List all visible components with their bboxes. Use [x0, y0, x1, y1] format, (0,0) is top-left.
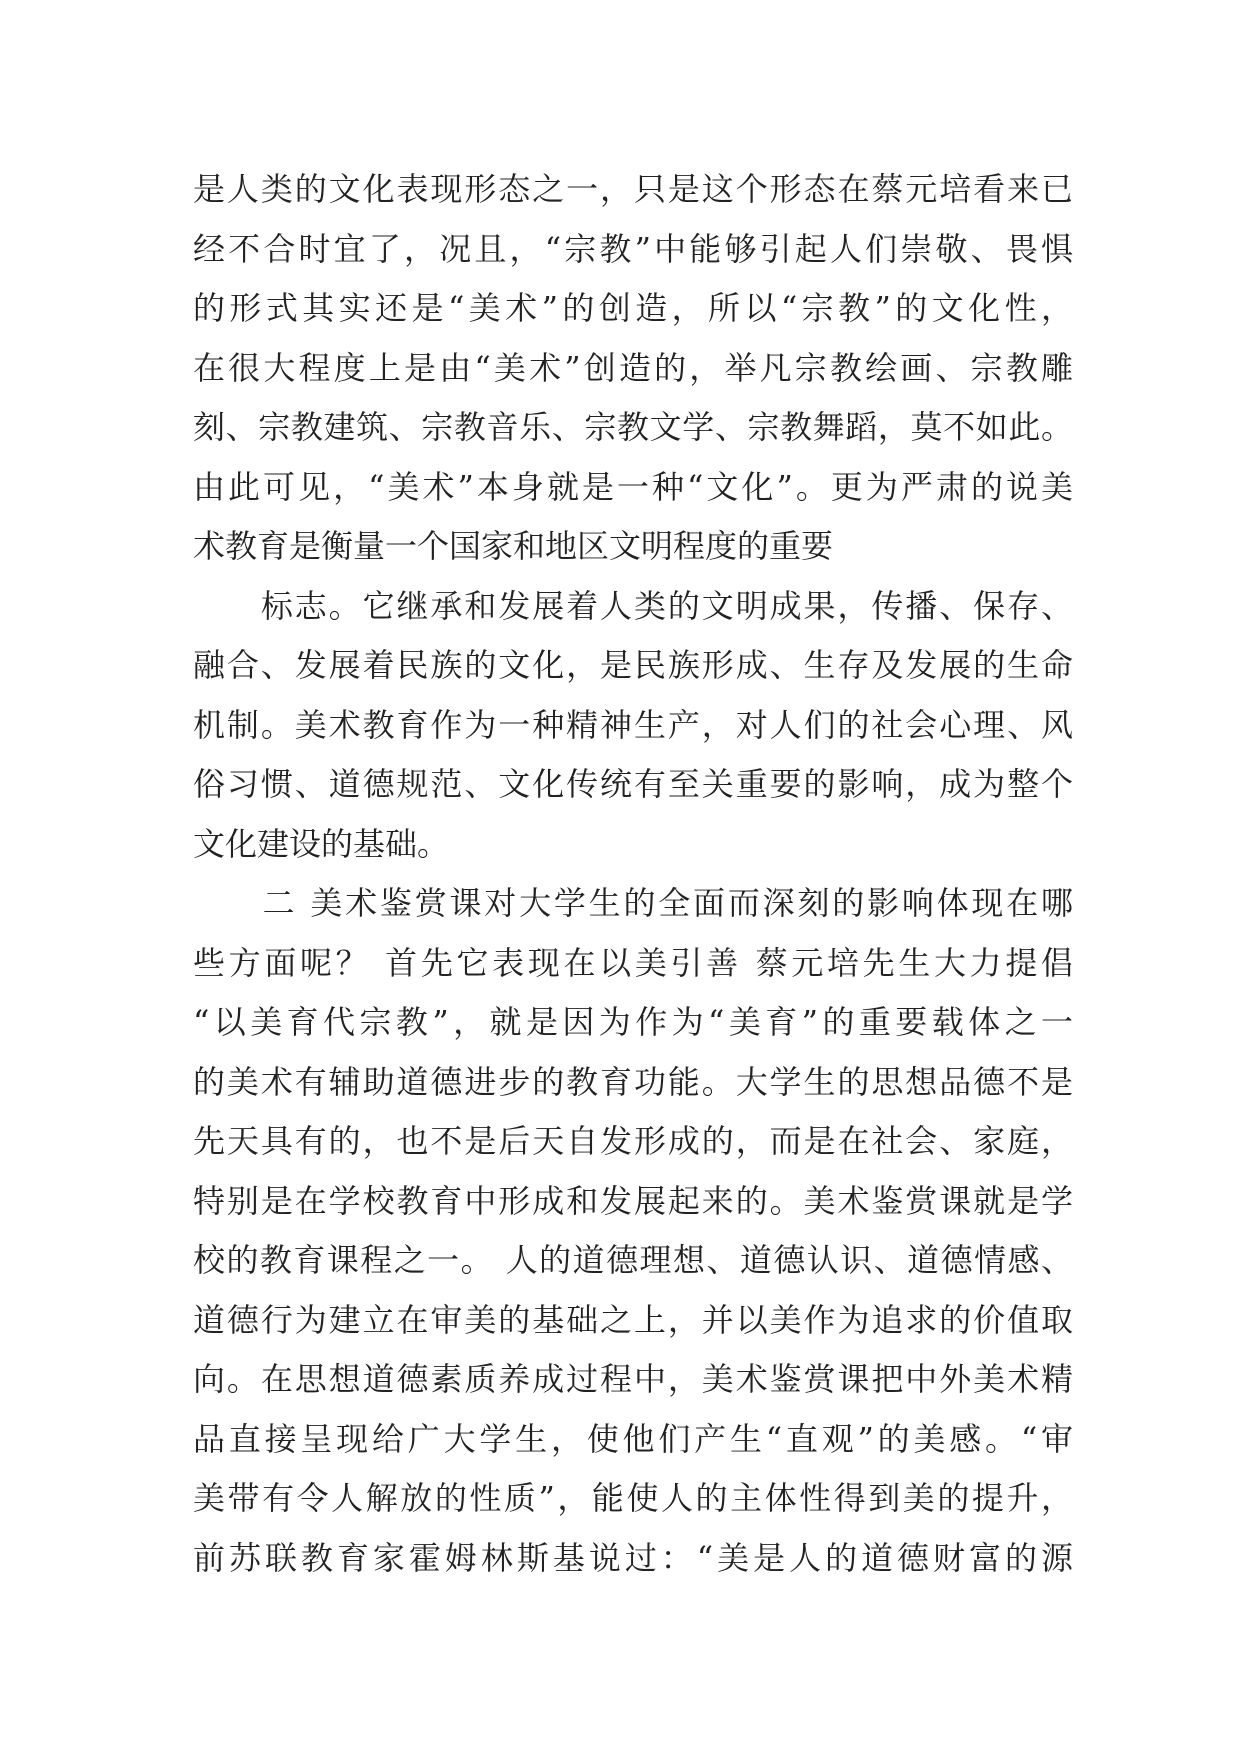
text-line: 特别是在学校教育中形成和发展起来的。美术鉴赏课就是学: [193, 1181, 1073, 1220]
text-line: 前苏联教育家霍姆林斯基说过：“美是人的道德财富的源: [193, 1538, 1073, 1577]
text-line: 的美术有辅助道德进步的教育功能。大学生的思想品德不是: [193, 1062, 1073, 1101]
text-line: 些方面呢？ 首先它表现在以美引善 蔡元培先生大力提倡: [193, 943, 1073, 982]
text-line: 是人类的文化表现形态之一，只是这个形态在蔡元培看来已: [193, 170, 1073, 208]
text-line: 经不合时宜了，况且，“宗教”中能够引起人们崇敬、畏惧: [193, 229, 1073, 268]
text-line: 校的教育课程之一。 人的道德理想、道德认识、道德情感、: [193, 1241, 1073, 1279]
text-line: 俗习惯、道德规范、文化传统有至关重要的影响，成为整个: [193, 765, 1073, 803]
text-line: 的形式其实还是“美术”的创造，所以“宗教”的文化性，: [193, 289, 1073, 327]
text-line: 向。在思想道德素质养成过程中，美术鉴赏课把中外美术精: [193, 1360, 1073, 1398]
text-line: 机制。美术教育作为一种精神生产，对人们的社会心理、风: [193, 705, 1073, 744]
text-line: 先天具有的，也不是后天自发形成的，而是在社会、家庭，: [193, 1122, 1073, 1160]
text-line: 二 美术鉴赏课对大学生的全面而深刻的影响体现在哪: [193, 884, 1073, 922]
text-line: 在很大程度上是由“美术”创造的，举凡宗教绘画、宗教雕: [193, 348, 1073, 387]
text-line: “以美育代宗教”，就是因为作为“美育”的重要载体之一: [193, 1003, 1073, 1041]
text-line: 道德行为建立在审美的基础之上，并以美作为追求的价值取: [193, 1300, 1073, 1339]
text-line: 融合、发展着民族的文化，是民族形成、生存及发展的生命: [193, 646, 1073, 684]
body-text: [193, 160, 1073, 1588]
text-line: 刻、宗教建筑、宗教音乐、宗教文学、宗教舞蹈，莫不如此。: [193, 408, 1073, 446]
text-line: 文化建设的基础。: [193, 824, 450, 863]
text-line: 品直接呈现给广大学生，使他们产生“直观”的美感。“审: [193, 1419, 1073, 1458]
text-line: 术教育是衡量一个国家和地区文明程度的重要: [193, 527, 834, 565]
text-line: 标志。它继承和发展着人类的文明成果，传播、保存、: [193, 586, 1073, 625]
text-line: 美带有令人解放的性质”，能使人的主体性得到美的提升，: [193, 1479, 1073, 1517]
text-line: 由此可见，“美术”本身就是一种“文化”。更为严肃的说美: [193, 467, 1073, 506]
